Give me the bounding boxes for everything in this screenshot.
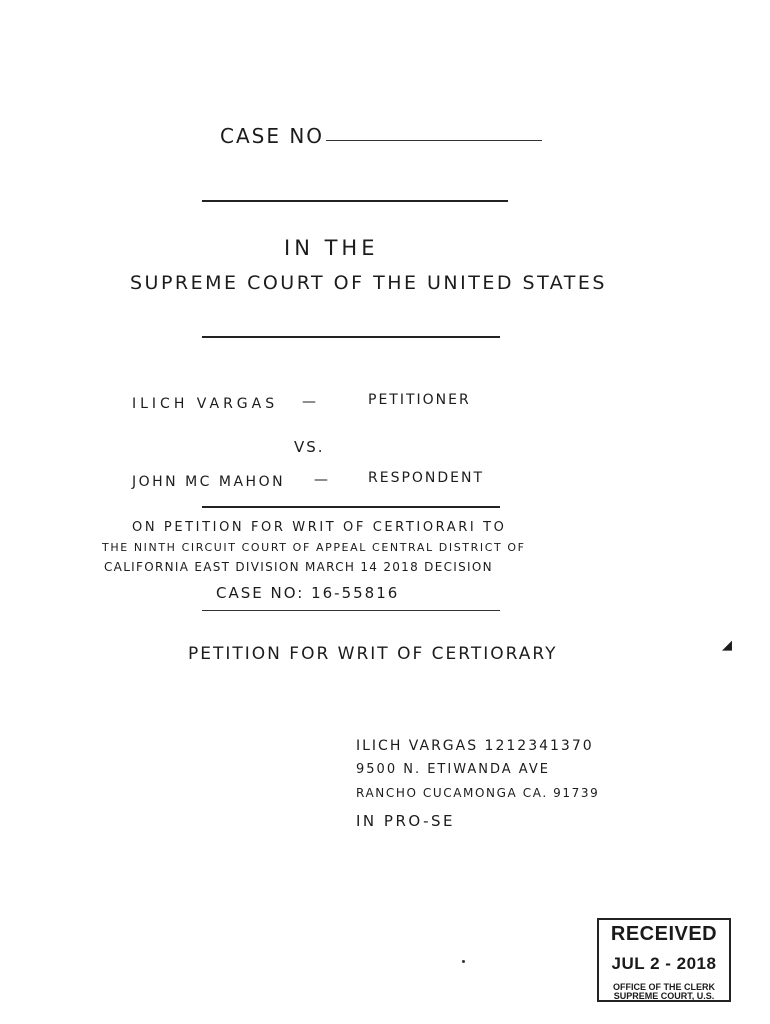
- divider-middle: [202, 336, 500, 338]
- versus-label: VS.: [294, 438, 325, 456]
- case-number-label: CASE NO: [220, 124, 325, 148]
- divider-top: [202, 200, 508, 202]
- address-name-id: ILICH VARGAS 1212341370: [356, 738, 594, 754]
- petitioner-dash: —: [302, 394, 318, 410]
- court-heading-supreme-court: SUPREME COURT OF THE UNITED STATES: [130, 272, 607, 294]
- respondent-role: RESPONDENT: [368, 470, 485, 486]
- respondent-name: JOHN MC MAHON: [132, 474, 286, 490]
- petitioner-name: ILICH VARGAS: [132, 396, 279, 412]
- court-heading-in-the: IN THE: [284, 236, 379, 260]
- case-number-blank-line: [326, 140, 542, 141]
- petition-case-number: CASE NO: 16-55816: [216, 584, 400, 602]
- address-street: 9500 N. ETIWANDA AVE: [356, 762, 550, 777]
- divider-parties: [202, 506, 500, 508]
- petition-info-line-2: THE NINTH CIRCUIT COURT OF APPEAL CENTRAL DISTRICT OF: [102, 541, 526, 554]
- stamp-office-line-2: SUPREME COURT, U.S.: [613, 991, 715, 1001]
- stamp-received: RECEIVED: [610, 923, 718, 945]
- divider-bottom: [202, 610, 500, 611]
- petition-info-line-1: ON PETITION FOR WRIT OF CERTIORARI TO: [132, 520, 507, 535]
- petitioner-role: PETITIONER: [368, 392, 471, 408]
- petition-info-line-3: CALIFORNIA EAST DIVISION MARCH 14 2018 DECISION: [104, 560, 493, 574]
- received-stamp: [597, 918, 731, 1002]
- respondent-dash: —: [314, 472, 330, 488]
- stamp-office-line-1: OFFICE OF THE CLERK: [613, 982, 715, 992]
- margin-mark: ◢: [722, 638, 732, 653]
- scan-speck: [462, 960, 465, 963]
- address-pro-se: IN PRO-SE: [356, 812, 456, 830]
- stamp-office: [599, 983, 729, 1001]
- address-city: RANCHO CUCAMONGA CA. 91739: [356, 786, 600, 800]
- document-title: PETITION FOR WRIT OF CERTIORARY: [188, 644, 558, 664]
- stamp-date: JUL 2 - 2018: [611, 954, 717, 973]
